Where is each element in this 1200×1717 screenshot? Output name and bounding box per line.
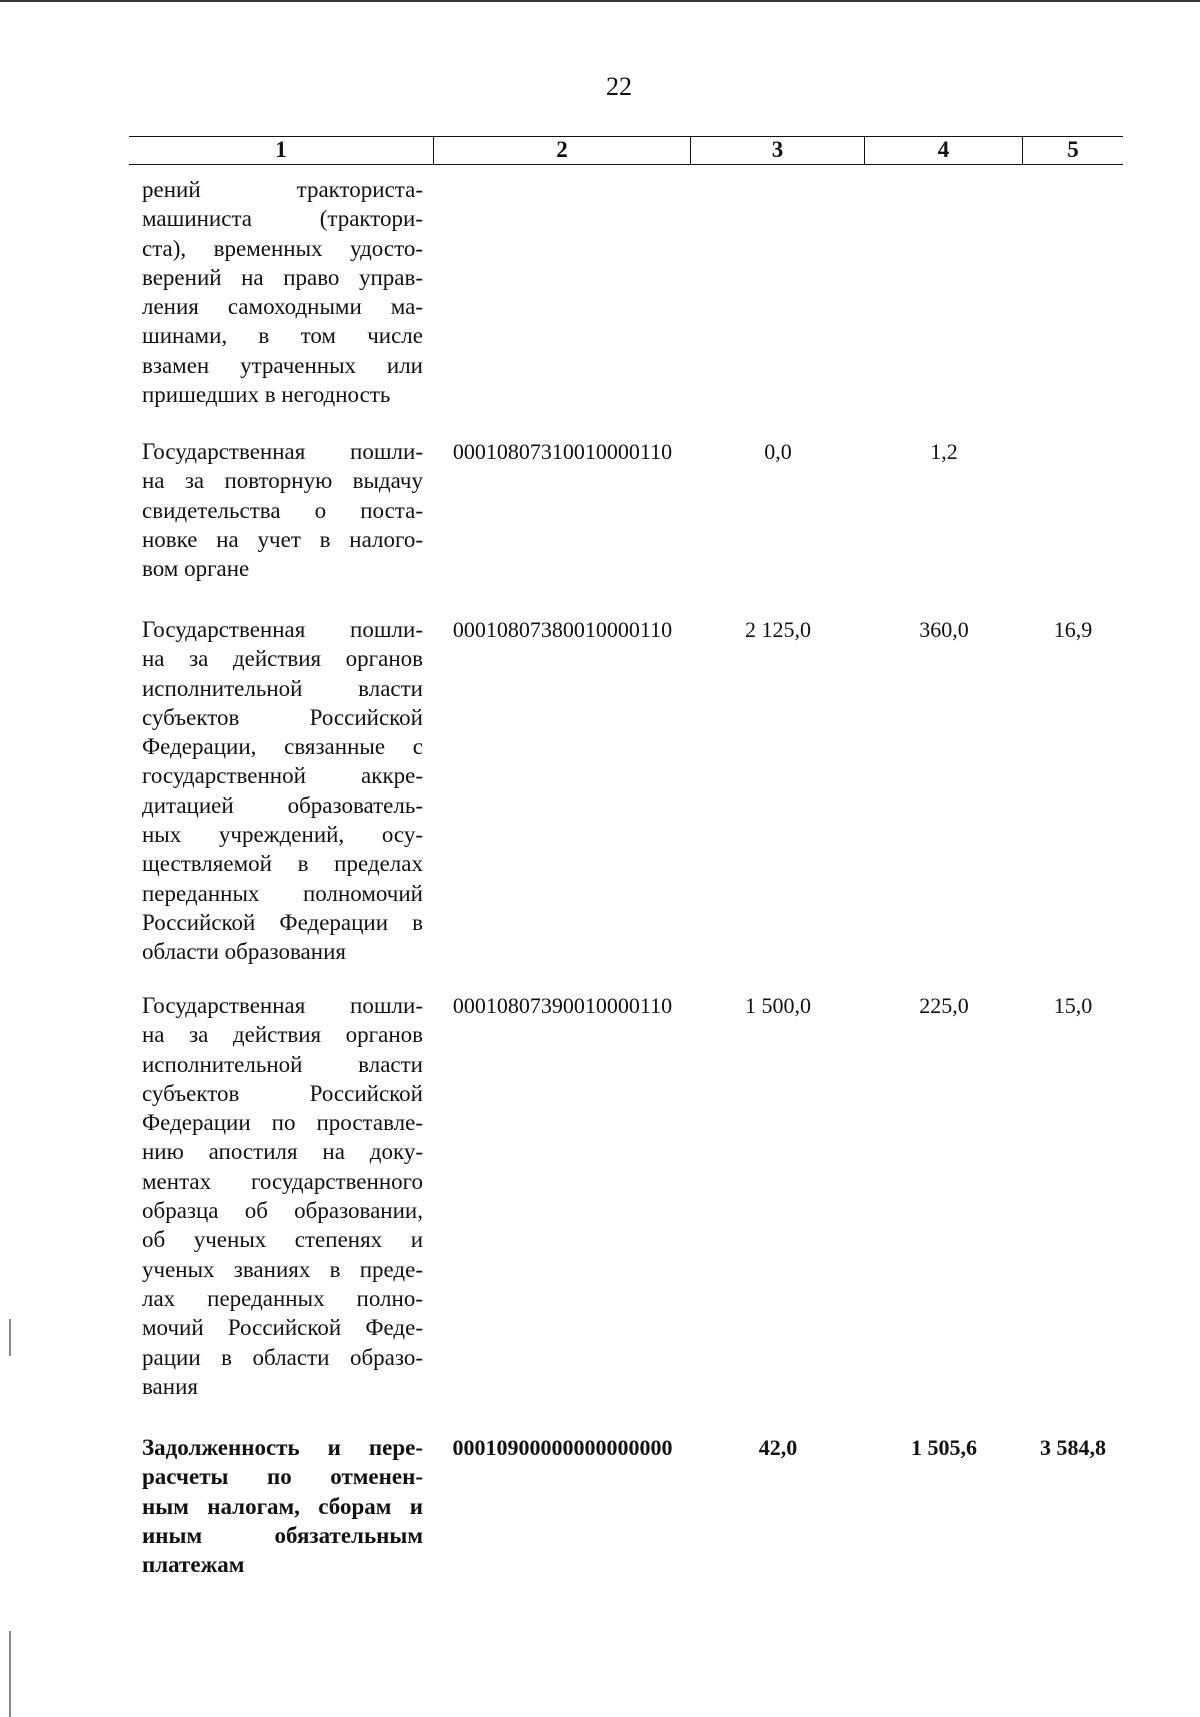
description-line: ления самоходными ма-: [142, 294, 423, 320]
description-line: ментах государственного: [142, 1168, 423, 1194]
cell-col3: 0,0: [764, 439, 792, 464]
cell-description: [129, 615, 434, 967]
cell-col4: 1 505,6: [911, 1435, 977, 1460]
cell-code: 00010807390010000110: [452, 993, 673, 1018]
table-row: [129, 615, 1123, 967]
description-line: нию апостиля на доку-: [142, 1139, 423, 1165]
description-line: на за действия органов: [142, 1022, 423, 1048]
cell-col4: 1,2: [930, 439, 958, 464]
description-line: рений тракториста-: [142, 177, 423, 202]
description-line: образца об образовании,: [142, 1198, 423, 1224]
description-line: вом органе: [142, 556, 250, 582]
description-line: расчеты по отменен-: [142, 1464, 423, 1490]
description-line: новке на учет в налого-: [142, 526, 423, 552]
description-line: Федерации по проставле-: [142, 1110, 423, 1136]
table-row: [129, 1433, 1123, 1579]
description-line: государственной аккре-: [142, 763, 423, 789]
description-line: Государственная пошли-: [142, 439, 423, 464]
description-line: Российской Федерации в: [142, 909, 423, 935]
table-header-col-2: 2: [434, 137, 691, 164]
description-line: исполнительной власти: [142, 675, 423, 701]
description-line: вания: [142, 1373, 198, 1399]
cell-col5: 16,9: [1053, 617, 1093, 642]
cell-col3: 42,0: [758, 1435, 798, 1460]
description-line: ным налогам, сборам и: [142, 1493, 423, 1519]
description-line: ществляемой в пределах: [142, 851, 423, 877]
cell-code: 00010807310010000110: [452, 439, 673, 464]
description-line: иным обязательным: [142, 1522, 423, 1548]
table-row: [129, 991, 1123, 1401]
scan-edge-mark: [9, 1319, 11, 1356]
description-line: пришедших в негодность: [142, 382, 391, 408]
cell-description: [129, 175, 434, 409]
table-header-col-1: 1: [129, 137, 434, 164]
description-line: об ученых степенях и: [142, 1227, 423, 1253]
description-line: исполнительной власти: [142, 1051, 423, 1077]
table-row: [129, 175, 1123, 409]
description-line: Задолженность и пере-: [142, 1435, 423, 1460]
description-line: Государственная пошли-: [142, 993, 423, 1018]
description-line: лах переданных полно-: [142, 1285, 423, 1311]
description-line: рации в области образо-: [142, 1344, 423, 1370]
scan-edge-mark: [9, 1631, 11, 1717]
description-line: шинами, в том числе: [142, 323, 423, 349]
cell-col3: 1 500,0: [745, 993, 811, 1018]
table-header-col-5: 5: [1067, 137, 1079, 162]
table-row: [129, 437, 1123, 583]
cell-col5: 15,0: [1053, 993, 1093, 1018]
cell-col5: 3 584,8: [1040, 1435, 1106, 1460]
description-line: платежам: [142, 1552, 245, 1578]
description-line: области образования: [142, 939, 346, 965]
description-line: ста), временных удосто-: [142, 235, 423, 261]
cell-code: 00010900000000000000: [452, 1435, 673, 1460]
cell-col4: 225,0: [919, 993, 969, 1018]
cell-description: [129, 1433, 434, 1579]
cell-description: [129, 991, 434, 1401]
description-line: субъектов Российской: [142, 704, 423, 730]
description-line: мочий Российской Феде-: [142, 1315, 423, 1341]
description-line: ученых званиях в преде-: [142, 1256, 423, 1282]
table-header-col-3: 3: [691, 137, 865, 164]
description-line: Государственная пошли-: [142, 617, 423, 642]
description-line: свидетельства о поста-: [142, 497, 423, 523]
description-line: на за действия органов: [142, 646, 423, 672]
description-line: на за повторную выдачу: [142, 468, 423, 494]
description-line: верений на право управ-: [142, 264, 423, 290]
cell-description: [129, 437, 434, 583]
scan-top-edge: [0, 0, 1200, 2]
description-line: дитацией образователь-: [142, 792, 423, 818]
description-line: взамен утраченных или: [142, 352, 423, 378]
description-line: Федерации, связанные с: [142, 734, 423, 760]
table-header-col-4: 4: [865, 137, 1023, 164]
page-number: 22: [606, 72, 632, 101]
table-header-row: [129, 136, 1123, 165]
cell-col4: 360,0: [919, 617, 969, 642]
cell-col3: 2 125,0: [745, 617, 811, 642]
cell-code: 00010807380010000110: [452, 617, 673, 642]
description-line: субъектов Российской: [142, 1080, 423, 1106]
description-line: машиниста (трактори-: [142, 206, 423, 232]
description-line: переданных полномочий: [142, 880, 423, 906]
description-line: ных учреждений, осу-: [142, 822, 423, 848]
